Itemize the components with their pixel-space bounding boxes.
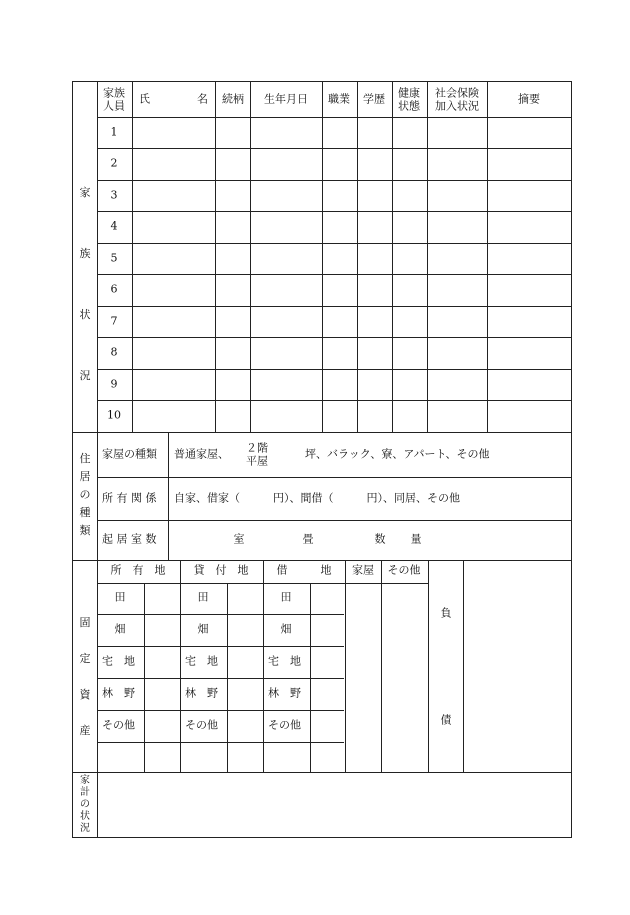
house-type-value: 普通家屋、 bbox=[174, 447, 229, 461]
section-divider-family-housing bbox=[73, 432, 571, 433]
budget-section-label: 家 計 の 状 況 bbox=[80, 775, 90, 834]
land-type-residential: 宅 地 bbox=[102, 654, 135, 668]
family-header-line bbox=[97, 117, 571, 118]
land-type-field: 畑 bbox=[197, 622, 209, 636]
family-section-label: 家 族 状 況 bbox=[79, 186, 91, 382]
header-name-surname: 氏 bbox=[139, 92, 150, 106]
row-number: 10 bbox=[107, 408, 121, 422]
land-type-other: その他 bbox=[185, 718, 218, 732]
house-asset-header: 家屋 bbox=[352, 563, 374, 577]
rooms-unit: 室 bbox=[233, 532, 245, 546]
family-col-line bbox=[357, 82, 358, 432]
land-type-paddy: 田 bbox=[114, 590, 126, 604]
land-type-paddy: 田 bbox=[197, 590, 209, 604]
land-type-other: その他 bbox=[102, 718, 135, 732]
owned-land-header: 所 有 地 bbox=[110, 563, 166, 577]
assets-section-label: 固 定 資 産 bbox=[79, 616, 91, 737]
family-row-line bbox=[97, 274, 571, 275]
header-summary: 摘要 bbox=[518, 92, 540, 106]
header-occupation: 職業 bbox=[328, 92, 350, 106]
family-col-line bbox=[250, 82, 251, 432]
assets-col-line bbox=[144, 583, 145, 772]
row-number: 5 bbox=[110, 251, 118, 265]
section-divider-assets-budget bbox=[73, 772, 571, 773]
land-type-residential: 宅 地 bbox=[185, 654, 218, 668]
header-education: 学歴 bbox=[363, 92, 385, 106]
family-row-line bbox=[97, 337, 571, 338]
land-type-paddy: 田 bbox=[280, 590, 292, 604]
assets-col-line bbox=[428, 560, 429, 772]
family-row-line bbox=[97, 243, 571, 244]
family-row-line bbox=[97, 148, 571, 149]
family-col-line bbox=[487, 82, 488, 432]
assets-col-line bbox=[263, 560, 264, 772]
leased-land-header: 貸 付 地 bbox=[193, 563, 249, 577]
land-type-other: その他 bbox=[268, 718, 301, 732]
house-type-options: 坪、バラック、寮、アパート、その他 bbox=[305, 447, 490, 461]
assets-col-line bbox=[463, 560, 464, 772]
family-col-line bbox=[215, 82, 216, 432]
land-type-field: 畑 bbox=[280, 622, 292, 636]
row-number: 2 bbox=[110, 156, 118, 170]
family-row-line bbox=[97, 180, 571, 181]
assets-row-line bbox=[97, 614, 344, 615]
header-relation: 続柄 bbox=[222, 92, 244, 106]
land-type-forest: 林 野 bbox=[268, 686, 301, 700]
assets-col-line bbox=[227, 583, 228, 772]
other-asset-header: その他 bbox=[387, 563, 421, 577]
assets-row-line bbox=[97, 646, 344, 647]
assets-col-line bbox=[180, 560, 181, 772]
family-col-line bbox=[322, 82, 323, 432]
ownership-value: 自家、借家（ 円）、間借（ 円）、同居、その他 bbox=[174, 491, 460, 505]
tatami-unit: 畳 bbox=[302, 532, 314, 546]
family-col-line bbox=[427, 82, 428, 432]
quantity-unit-a: 数 bbox=[374, 532, 386, 546]
borrowed-land-header: 借 地 bbox=[276, 563, 332, 577]
family-row-line bbox=[97, 306, 571, 307]
row-number: 4 bbox=[110, 219, 118, 233]
header-family-member: 家族 人員 bbox=[103, 86, 125, 112]
header-birth-date: 生年月日 bbox=[264, 92, 308, 106]
assets-row-line bbox=[97, 678, 344, 679]
row-number: 6 bbox=[110, 282, 118, 296]
assets-col-line bbox=[310, 583, 311, 772]
row-number: 3 bbox=[110, 188, 118, 202]
debt-label-bottom: 債 bbox=[440, 713, 452, 727]
housing-section-label: 住 居 の 種 類 bbox=[79, 452, 91, 537]
land-type-field: 畑 bbox=[114, 622, 126, 636]
housing-col-line bbox=[168, 432, 169, 560]
family-col-line bbox=[132, 82, 133, 432]
family-col-line bbox=[392, 82, 393, 432]
house-floors: ２階 平屋 bbox=[246, 441, 268, 467]
row-number: 1 bbox=[110, 125, 118, 139]
family-row-line bbox=[97, 211, 571, 212]
family-row-line bbox=[97, 400, 571, 401]
family-row-line bbox=[97, 369, 571, 370]
row-number: 7 bbox=[110, 314, 118, 328]
house-type-label: 家屋の種類 bbox=[102, 447, 157, 461]
section-label-divider bbox=[97, 82, 98, 838]
land-type-residential: 宅 地 bbox=[268, 654, 301, 668]
land-type-forest: 林 野 bbox=[185, 686, 218, 700]
section-divider-housing-assets bbox=[73, 560, 571, 561]
ownership-label: 所 有 関 係 bbox=[102, 491, 157, 505]
header-insurance: 社会保険 加入状況 bbox=[435, 86, 479, 112]
assets-col-line bbox=[345, 560, 346, 772]
rooms-label: 起 居 室 数 bbox=[102, 532, 157, 546]
row-number: 8 bbox=[110, 345, 118, 359]
header-name-given: 名 bbox=[197, 92, 208, 106]
family-survey-form bbox=[72, 81, 572, 838]
assets-col-line bbox=[381, 560, 382, 772]
land-type-forest: 林 野 bbox=[102, 686, 135, 700]
assets-row-line bbox=[97, 710, 344, 711]
assets-row-line bbox=[97, 742, 344, 743]
header-health: 健康 状態 bbox=[398, 86, 420, 112]
quantity-unit-b: 量 bbox=[410, 532, 422, 546]
row-number: 9 bbox=[110, 377, 118, 391]
debt-label-top: 負 bbox=[440, 606, 452, 620]
